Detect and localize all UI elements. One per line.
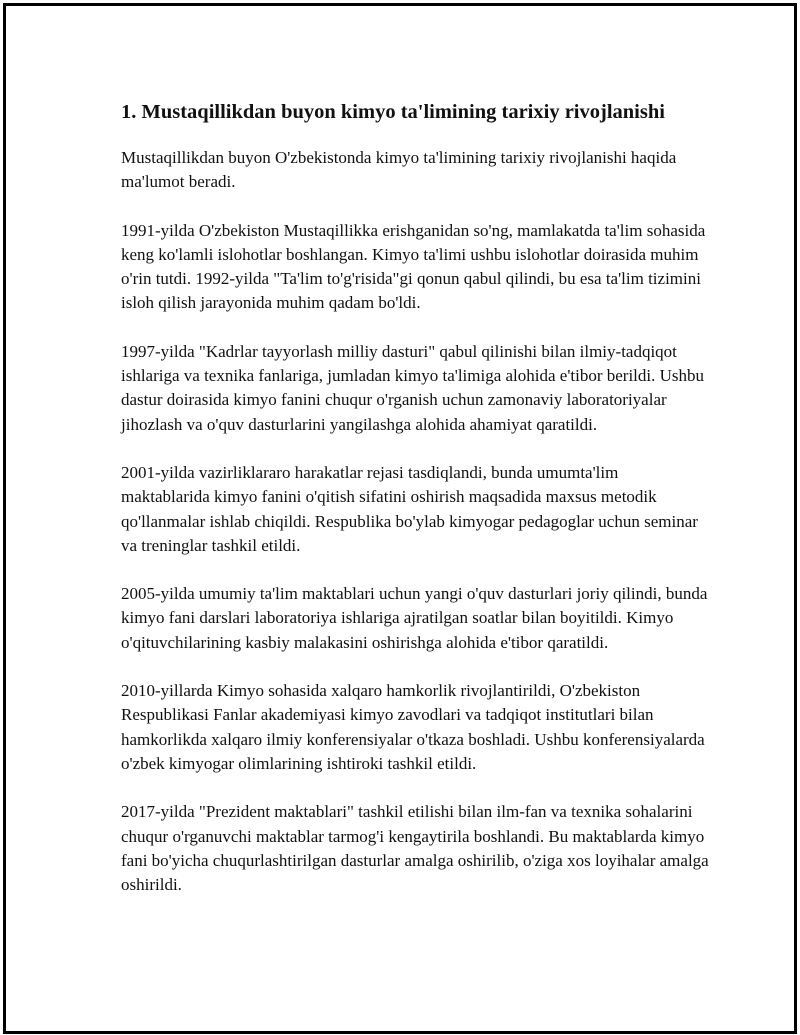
document-heading: 1. Mustaqillikdan buyon kimyo ta'limining tarixiy rivojlanishi — [121, 101, 665, 123]
paragraph-1997: 1997-yilda "Kadrlar tayyorlash milliy dasturi" qabul qilinishi bilan ilmiy-tadqiqot ishlariga va texnika fanlariga, jumladan kimyo ta'limiga alohida e'tibor berildi. Ushbu dastur doirasida kimyo fanini chuqur o'rganish uchun zamonaviy laboratoriyalar jihozlash va o'quv dasturlarini yangilashga alohida ahamiyat qaratildi. — [121, 341, 705, 434]
page-frame — [3, 3, 797, 1034]
paragraph-1991: 1991-yilda O'zbekiston Mustaqillikka erishganidan so'ng, mamlakatda ta'lim sohasida keng ko'lamli islohotlar boshlangan. Kimyo ta'limi ushbu islohotlar doirasida muhim o'rin tutdi. 1992-yilda "Ta'lim to'g'risida"gi qonun qabul qilindi, bu esa ta'lim tizimini isloh qilish jarayonida muhim qadam bo'ldi. — [121, 220, 706, 313]
paragraph-intro: Mustaqillikdan buyon O'zbekistonda kimyo ta'limining tarixiy rivojlanishi haqida ma'lumot beradi. — [121, 148, 677, 192]
paragraph-2005: 2005-yilda umumiy ta'lim maktablari uchun yangi o'quv dasturlari joriy qilindi, bunda kimyo fani darslari laboratoriya ishlariga ajratilgan soatlar bilan boyitildi. Kimyo o'qituvchilarining kasbiy malakasini oshirishga alohida e'tibor qaratildi. — [121, 584, 708, 652]
paragraph-2001: 2001-yilda vazirliklararo harakatlar rejasi tasdiqlandi, bunda umumta'lim maktablarida kimyo fanini o'qitish sifatini oshirish maqsadida maxsus metodik qo'llanmalar ishlab chiqildi. Respublika bo'ylab kimyogar pedagoglar uchun seminar va treninglar tashkil etildi. — [121, 462, 698, 555]
document-body — [121, 98, 711, 921]
paragraph-2017: 2017-yilda "Prezident maktablari" tashkil etilishi bilan ilm-fan va texnika sohalarini chuqur o'rganuvchi maktablar tarmog'i kengaytirila boshlandi. Bu maktablarda kimyo fani bo'yicha chuqurlashtirilgan dasturlar amalga oshirilib, o'ziga xos loyihalar amalga oshirildi. — [121, 802, 709, 895]
paragraph-2010: 2010-yillarda Kimyo sohasida xalqaro hamkorlik rivojlantirildi, O'zbekiston Respublikasi Fanlar akademiyasi kimyo zavodlari va tadqiqot institutlari bilan hamkorlikda xalqaro ilmiy konferensiyalar o'tkaza boshladi. Ushbu konferensiyalarda o'zbek kimyogar olimlarining ishtiroki tashkil etildi. — [121, 681, 705, 773]
